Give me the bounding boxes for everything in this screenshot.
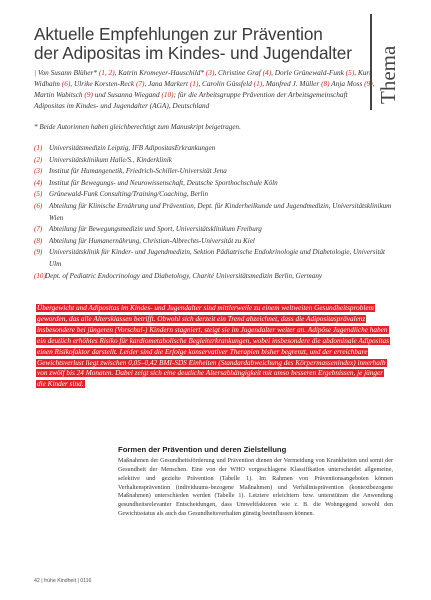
author-text: , Katrin Kromeyer-Hauschild* bbox=[114, 68, 206, 77]
author-text: , Christine Graf bbox=[214, 68, 263, 77]
author-note: * Beide Autorinnen haben gleichberechtigt zum Manuskript beigetragen. bbox=[34, 123, 241, 131]
author-ref: (3) bbox=[205, 68, 215, 77]
affiliation-item bbox=[34, 271, 394, 283]
author-text: | Von Susann Blüher* bbox=[34, 68, 99, 77]
affiliation-number: (6) bbox=[34, 201, 43, 210]
author-text: , Carolin Güssfeld bbox=[198, 79, 254, 88]
author-text: und Susanna Wiegand bbox=[92, 90, 162, 99]
affiliation-list bbox=[34, 143, 394, 282]
affiliation-number: (8) bbox=[34, 236, 43, 245]
author-text: , Martin Wabitsch bbox=[34, 79, 375, 99]
affiliation-item bbox=[34, 143, 394, 155]
affiliation-number: (4) bbox=[34, 178, 43, 187]
affiliation-number: (2) bbox=[34, 155, 43, 164]
affiliation-text: Abteilung für Klinische Ernährung und Prävention, Dept. für Kinderheilkunde und Jugendmedizin, Universitätsklinikum Wien bbox=[49, 201, 392, 222]
affiliation-text: Abteilung für Bewegungsmedizin und Sport, Universitätsklinikum Freiburg bbox=[49, 225, 262, 234]
affiliation-item bbox=[34, 155, 394, 167]
affiliation-text: Universitätsmedizin Leipzig, IFB AdipositasErkrankungen bbox=[49, 144, 216, 152]
author-ref: (1) bbox=[253, 79, 263, 88]
affiliation-item bbox=[34, 178, 394, 190]
affiliation-text: Universitätsklinik für Kinder- und Jugendmedizin, Sektion Pädiatrische Endokrinologie und Diabetologie, Universität Ulm bbox=[49, 248, 385, 268]
author-text: ; für die Arbeitsgruppe Prävention der Arbeitsgemeinschaft Adipositas im Kindes- und Jugendalter (AGA), Deutschland bbox=[34, 90, 348, 110]
abstract-block bbox=[36, 303, 393, 390]
affiliation-text: Institut für Humangenetik, Friedrich-Schiller-Universität Jena bbox=[49, 167, 227, 176]
author-ref: (7) bbox=[135, 79, 145, 88]
author-ref: (5) bbox=[345, 68, 355, 77]
author-ref: (1, 2) bbox=[98, 68, 115, 77]
affiliation-number: (10) bbox=[34, 271, 46, 280]
author-text: , Ulrike Korsten-Reck bbox=[70, 79, 136, 88]
affiliation-number: (3) bbox=[34, 167, 43, 176]
section-label: Thema bbox=[376, 45, 400, 104]
abstract-text: Übergewicht und Adipositas im Kindes- und Jugendalter sind mittlerweile zu einem weltweiten Gesundheitsproblem geworden, das alle Altersklassen betrifft. Obwohl sich derzeit ein Trend abzeichnet, dass die Adipositasprävalenz insbesondere bei jüngeren (Vorschul-) Kindern stagniert, steigt sie im Jugendalter weiter an. Adipöse Jugendliche haben ein deutlich erhöhtes Risiko für kardiometabolische Begleiterkrankungen, wobei insbesondere die abdominale Adipositas einen Risikofaktor darstellt. Leider sind die Erfolge konservativer Therapien bisher begrenzt, und der erreichbare Gewichtsverlust liegt zwischen 0,05–0,42 BMI-SDS Einheiten (Standardabweichung des Körpermassenindex) innerhalb von zwölf bis 24 Monaten. Dabei zeigt sich eine deutliche Altersabhängigkeit mit umso besseren Ergebnissen, je jünger die Kinder sind. bbox=[37, 304, 389, 389]
author-ref: (9) bbox=[84, 90, 93, 99]
affiliation-item bbox=[34, 201, 394, 224]
affiliation-item bbox=[34, 166, 394, 178]
affiliation-number: (9) bbox=[34, 248, 43, 257]
author-text: , Manfred J. Müller bbox=[262, 79, 322, 88]
author-text: , Dorle Grünewald-Funk bbox=[271, 68, 346, 77]
affiliation-text: Abteilung für Humanernährung, Christian-Albrechts-Universität zu Kiel bbox=[49, 236, 255, 245]
affiliation-item bbox=[34, 224, 394, 236]
body-section bbox=[118, 445, 393, 519]
title-line-2: der Adipositas im Kindes- und Jugendalter bbox=[34, 42, 352, 63]
section-paragraph: Maßnahmen der Gesundheitsförderung und Prävention dienen der Vermeidung von Krankheiten und somit der Gesundheit der Menschen. Eine von der WHO vorgeschlagene Klassifikation unterscheidet allgemeine, selektive und gezielte Prävention (Tabelle 1). Im Rahmen von Präventionsangeboten können Verhaltensprävention (individuums-bezogene Maßnahmen) und Verhältnisprävention (kontextbezogene Maßnahmen) unterschieden werden (Tabelle 1). Letztere erleichtern bzw. unterstützen die Anwendung gesundheitsrelevanter Entscheidungen, dass Umweltfaktoren wie z. B. die Wohngegend sowohl den Gewichtsstatus als auch das Gesundheitsverhalten günstig beeinflussen können. bbox=[118, 458, 393, 518]
author-ref: (9) bbox=[364, 79, 373, 88]
affiliation-text: Grünewald-Funk Consulting/Training/Coaching, Berlin bbox=[49, 190, 209, 199]
author-ref: (4) bbox=[262, 68, 272, 77]
affiliation-item bbox=[34, 247, 394, 270]
affiliation-item bbox=[34, 189, 394, 201]
affiliation-text: Dept. of Pediatric Endocrinology and Diabetology, Charité Universitätsmedizin Berlin, Germany bbox=[45, 271, 323, 280]
author-text: , Jana Markert bbox=[144, 79, 190, 88]
author-ref: (10) bbox=[161, 90, 174, 99]
affiliation-number: (1) bbox=[34, 144, 43, 152]
affiliation-number: (5) bbox=[34, 190, 43, 199]
author-list bbox=[34, 67, 379, 111]
title-line-1: Aktuelle Empfehlungen zur Prävention bbox=[34, 24, 323, 44]
affiliation-text: Universitätsklinikum Halle/S., Kinderklinik bbox=[49, 155, 172, 164]
author-text: , Kurt Widhalm bbox=[34, 68, 372, 88]
author-ref: (8) bbox=[321, 79, 330, 88]
affiliation-text: Institut für Bewegungs- und Neurowissenschaft, Deutsche Sporthochschule Köln bbox=[49, 178, 278, 187]
author-ref: (1) bbox=[189, 79, 199, 88]
author-ref: (6) bbox=[61, 79, 71, 88]
page-footer: 42 | frühe Kindheit | 0116 bbox=[34, 578, 92, 584]
affiliation-item bbox=[34, 236, 394, 248]
author-text: Anja Moss bbox=[329, 79, 365, 88]
affiliation-number: (7) bbox=[34, 225, 43, 234]
section-heading: Formen der Prävention und deren Zielstellung bbox=[118, 445, 287, 454]
article-title bbox=[34, 25, 364, 62]
